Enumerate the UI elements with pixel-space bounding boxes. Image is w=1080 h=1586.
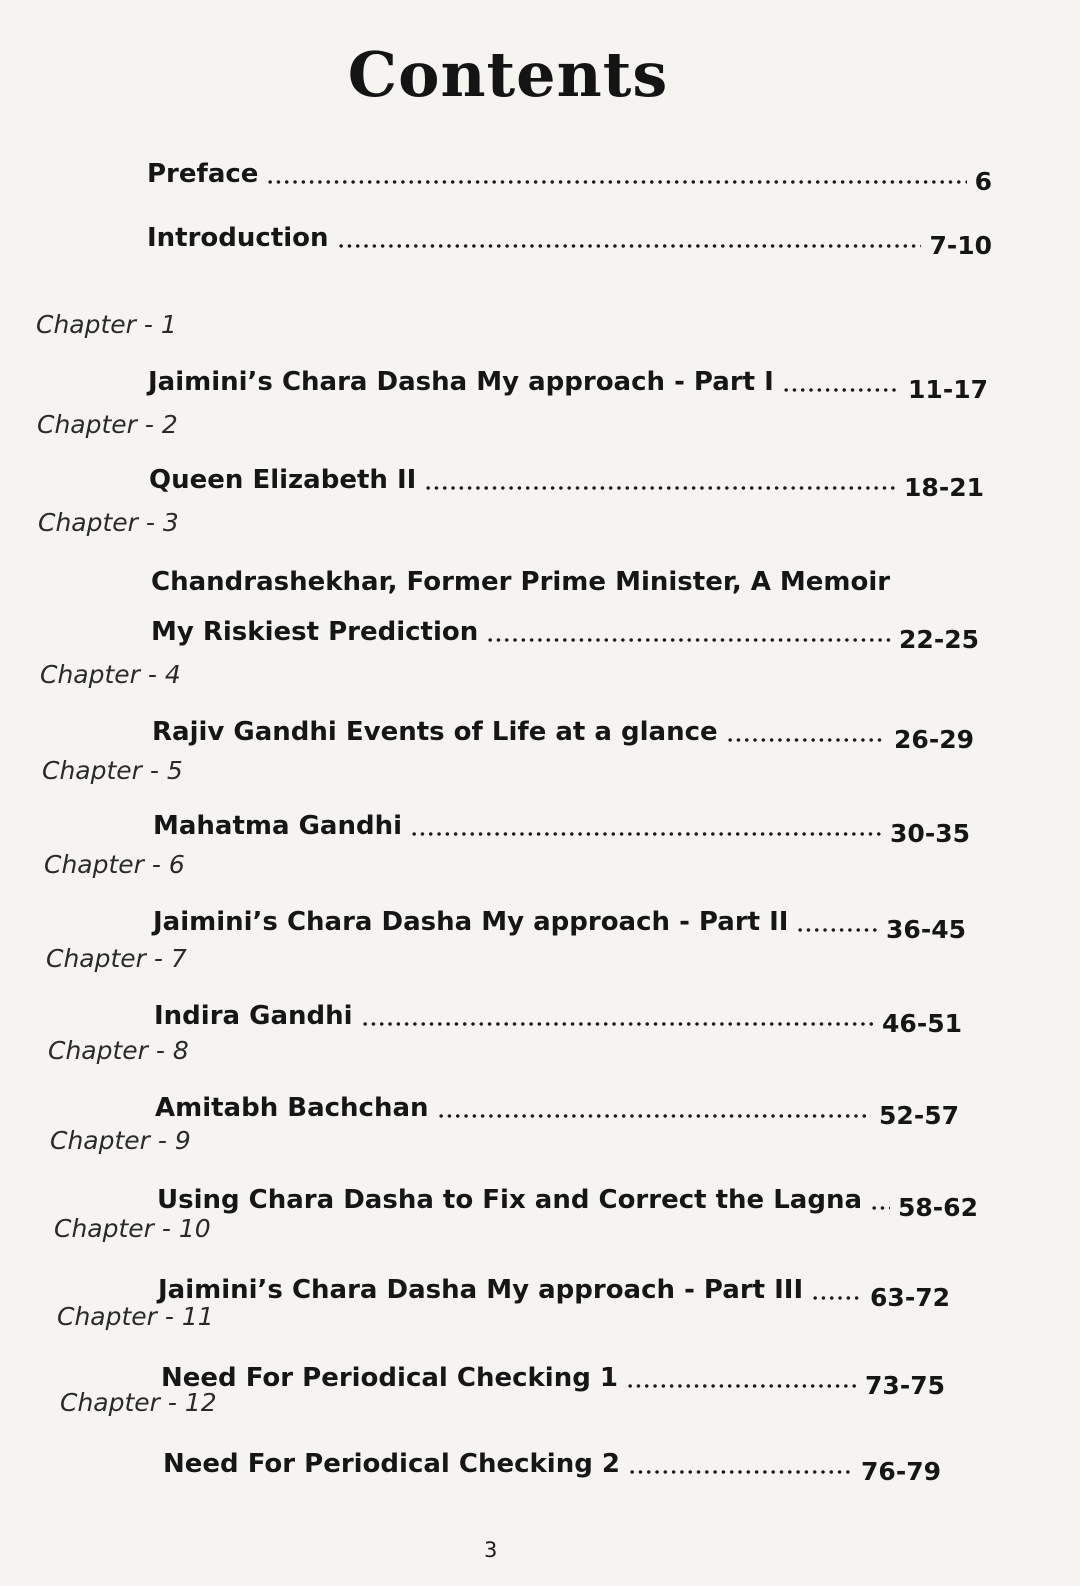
chapter-label: Chapter - 1 (36, 310, 177, 339)
toc-entry-title: Queen Elizabeth II (149, 465, 417, 495)
toc-entry-chapter-6[interactable] (153, 898, 966, 944)
toc-entry-chapter-12[interactable] (163, 1440, 941, 1486)
chapter-label: Chapter - 10 (54, 1214, 211, 1243)
toc-entry-chapter-4[interactable] (152, 708, 974, 754)
chapter-label: Chapter - 11 (57, 1302, 214, 1331)
toc-entry-chapter-9[interactable] (157, 1176, 978, 1222)
toc-entry-pages: 63-72 (870, 1283, 950, 1312)
dot-leader (782, 388, 900, 392)
chapter-label: Chapter - 3 (38, 508, 179, 537)
toc-entry-introduction[interactable] (147, 214, 992, 260)
dot-leader (811, 1296, 862, 1300)
toc-entry-title: Mahatma Gandhi (153, 811, 403, 841)
chapter-label: Chapter - 9 (50, 1126, 191, 1155)
toc-entry-pages: 22-25 (899, 625, 979, 654)
toc-entry-title: Preface (147, 159, 259, 189)
dot-leader (796, 928, 878, 932)
toc-entry-chapter-11[interactable] (161, 1354, 945, 1400)
toc-entry-title: My Riskiest Prediction (151, 617, 479, 647)
chapter-label: Chapter - 2 (37, 410, 178, 439)
toc-entry-preface[interactable] (147, 150, 992, 196)
dot-leader (726, 738, 886, 742)
toc-entry-title: Need For Periodical Checking 1 (161, 1363, 618, 1393)
dot-leader (437, 1114, 871, 1118)
toc-entry-title: Jaimini’s Chara Dasha My approach - Part III (158, 1275, 804, 1305)
dot-leader (628, 1470, 853, 1474)
page-number: 3 (484, 1538, 498, 1562)
chapter-label: Chapter - 12 (60, 1388, 217, 1417)
chapter-label: Chapter - 8 (48, 1036, 189, 1065)
dot-leader (424, 486, 896, 490)
toc-entry-pages: 58-62 (898, 1193, 978, 1222)
toc-entry-pages: 6 (974, 167, 992, 196)
toc-entry-chapter-1[interactable] (148, 358, 988, 404)
dot-leader (337, 244, 922, 248)
toc-entry-chapter-3[interactable] (151, 608, 979, 654)
dot-leader (266, 180, 966, 184)
toc-entry-pages: 76-79 (861, 1457, 941, 1486)
toc-entry-chapter-3-line1 (151, 558, 981, 598)
dot-leader (410, 832, 882, 836)
toc-entry-title: Jaimini’s Chara Dasha My approach - Part II (153, 907, 789, 937)
toc-entry-pages: 52-57 (879, 1101, 959, 1130)
toc-entry-pages: 26-29 (894, 725, 974, 754)
toc-entry-pages: 46-51 (882, 1009, 962, 1038)
toc-entry-title: Amitabh Bachchan (155, 1093, 429, 1123)
toc-entry-title: Rajiv Gandhi Events of Life at a glance (152, 717, 718, 747)
toc-entry-title: Need For Periodical Checking 2 (163, 1449, 620, 1479)
toc-entry-title: Indira Gandhi (154, 1001, 353, 1031)
toc-entry-pages: 36-45 (886, 915, 966, 944)
chapter-label: Chapter - 5 (42, 756, 183, 785)
chapter-label: Chapter - 6 (44, 850, 185, 879)
toc-entry-chapter-2[interactable] (149, 456, 984, 502)
toc-entry-pages: 11-17 (908, 375, 988, 404)
toc-entry-title: Using Chara Dasha to Fix and Correct the Lagna (157, 1185, 863, 1215)
dot-leader (870, 1206, 890, 1210)
toc-entry-chapter-7[interactable] (154, 992, 962, 1038)
toc-entry-pages: 30-35 (890, 819, 970, 848)
toc-entry-title: Jaimini’s Chara Dasha My approach - Part I (148, 367, 774, 397)
toc-entry-pages: 18-21 (904, 473, 984, 502)
chapter-label: Chapter - 7 (46, 944, 187, 973)
toc-entry-pages: 7-10 (929, 231, 992, 260)
toc-entry-title-line1: Chandrashekhar, Former Prime Minister, A Memoir (151, 567, 891, 597)
toc-entry-chapter-8[interactable] (155, 1084, 959, 1130)
page-title: Contents (347, 38, 669, 111)
toc-entry-chapter-5[interactable] (153, 802, 970, 848)
chapter-label: Chapter - 4 (40, 660, 181, 689)
toc-entry-chapter-10[interactable] (158, 1266, 950, 1312)
toc-entry-title: Introduction (147, 223, 329, 253)
dot-leader (626, 1384, 857, 1388)
dot-leader (361, 1022, 874, 1026)
toc-entry-pages: 73-75 (865, 1371, 945, 1400)
dot-leader (486, 638, 891, 642)
